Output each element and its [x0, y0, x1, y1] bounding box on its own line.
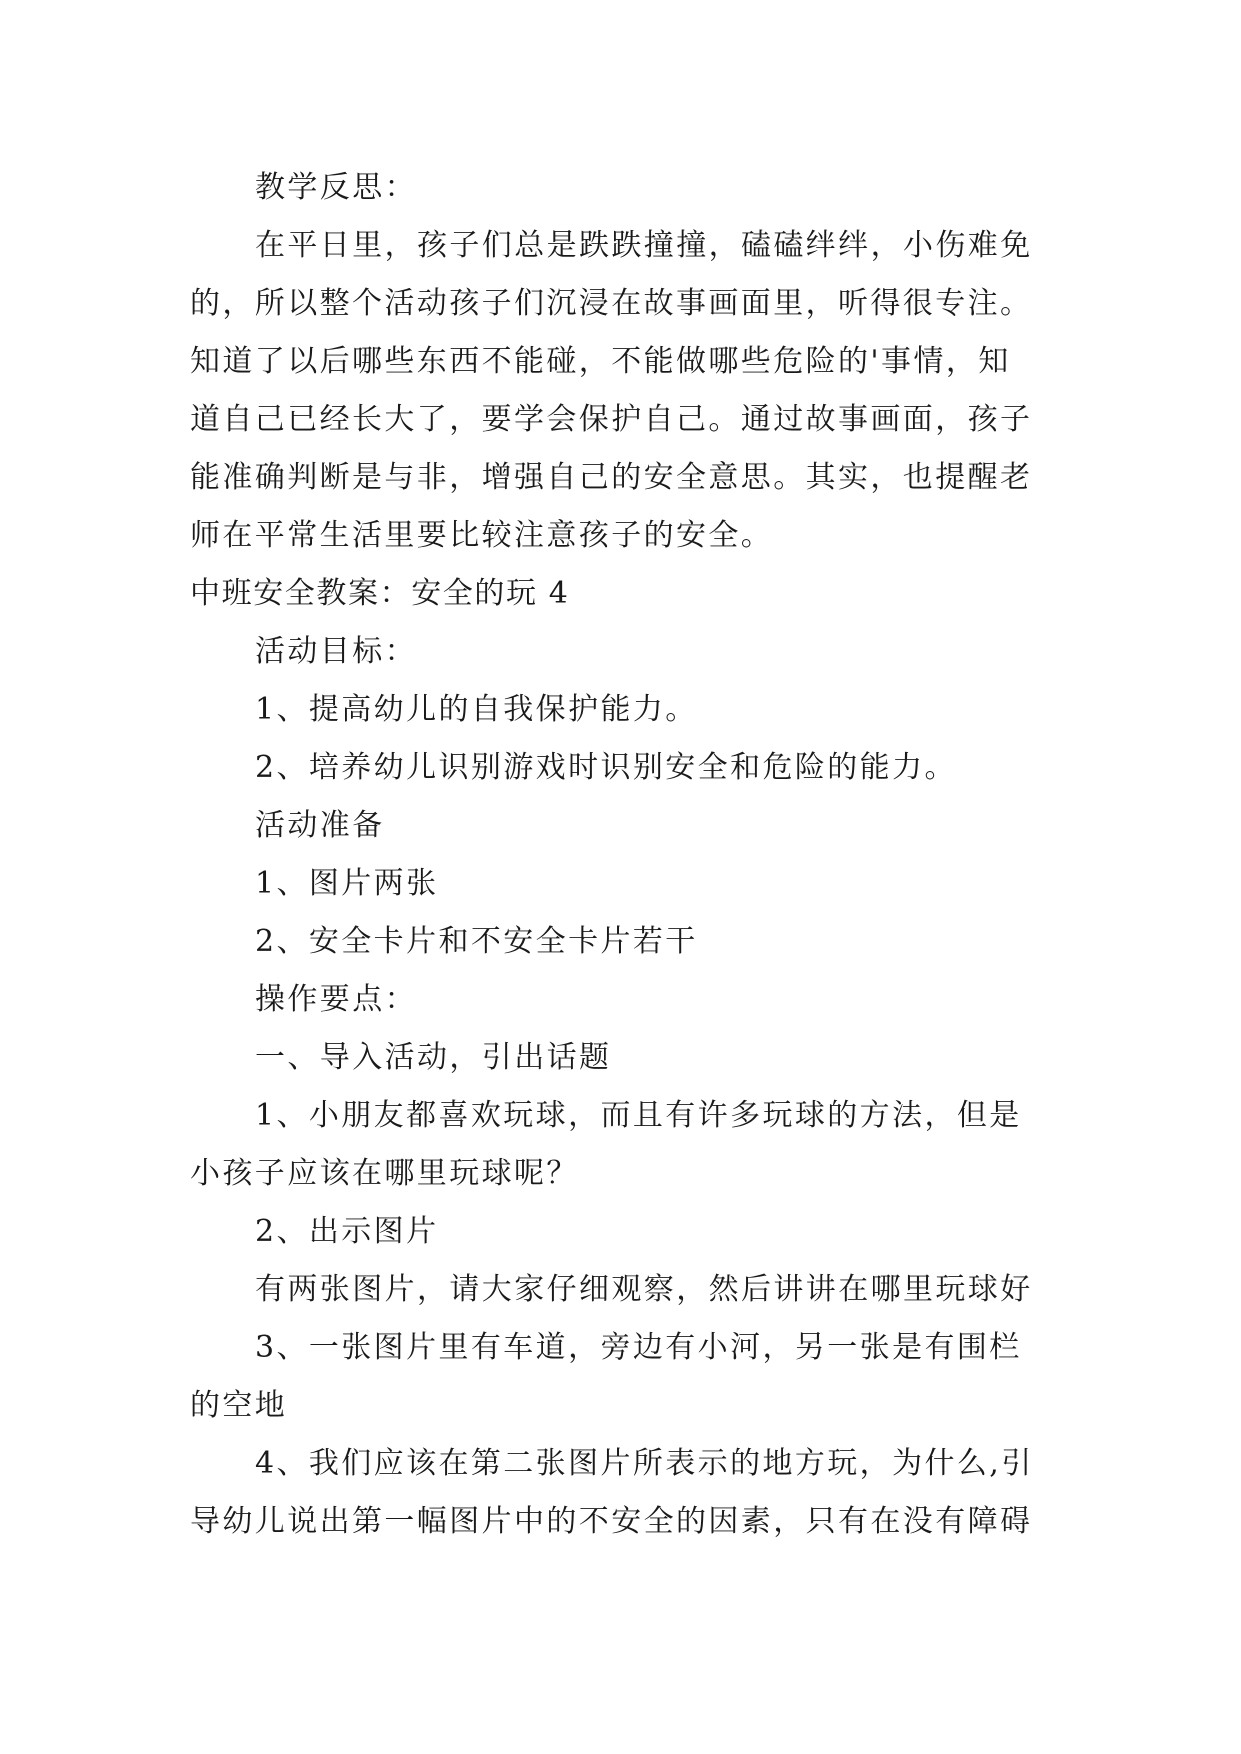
- reflection-line: 在平日里，孩子们总是跌跌撞撞，磕磕绊绊，小伤难免: [255, 228, 1033, 263]
- reflection-line: 知道了以后哪些东西不能碰，不能做哪些危险的'事情，知: [190, 344, 1011, 379]
- step-item-continued: 小孩子应该在哪里玩球呢？: [190, 1156, 579, 1191]
- section-title: 中班安全教案：安全的玩 4: [190, 576, 570, 611]
- step-item: 2、出示图片: [255, 1214, 439, 1249]
- goal-item: 2、培养幼儿识别游戏时识别安全和危险的能力。: [255, 750, 957, 785]
- step-item-continued: 的空地: [190, 1388, 288, 1423]
- reflection-title: 教学反思：: [255, 170, 417, 205]
- step-item: 1、小朋友都喜欢玩球，而且有许多玩球的方法，但是: [255, 1098, 1022, 1133]
- reflection-line: 道自己已经长大了，要学会保护自己。通过故事画面，孩子: [190, 402, 1033, 437]
- reflection-line: 能准确判断是与非，增强自己的安全意思。其实，也提醒老: [190, 460, 1033, 495]
- reflection-line: 师在平常生活里要比较注意孩子的安全。: [190, 518, 774, 553]
- goal-item: 1、提高幼儿的自我保护能力。: [255, 692, 698, 727]
- step-item: 4、我们应该在第二张图片所表示的地方玩，为什么,引: [255, 1446, 1034, 1481]
- prep-item: 2、安全卡片和不安全卡片若干: [255, 924, 698, 959]
- step-one: 一、导入活动，引出话题: [255, 1040, 612, 1075]
- step-item-description: 有两张图片，请大家仔细观察，然后讲讲在哪里玩球好: [255, 1272, 1033, 1307]
- prep-item: 1、图片两张: [255, 866, 439, 901]
- prep-title: 活动准备: [255, 808, 385, 843]
- steps-title: 操作要点：: [255, 982, 417, 1017]
- step-item-continued: 导幼儿说出第一幅图片中的不安全的因素，只有在没有障碍: [190, 1504, 1033, 1539]
- reflection-line: 的，所以整个活动孩子们沉浸在故事画面里，听得很专注。: [190, 286, 1033, 321]
- goal-title: 活动目标：: [255, 634, 417, 669]
- step-item: 3、一张图片里有车道，旁边有小河，另一张是有围栏: [255, 1330, 1022, 1365]
